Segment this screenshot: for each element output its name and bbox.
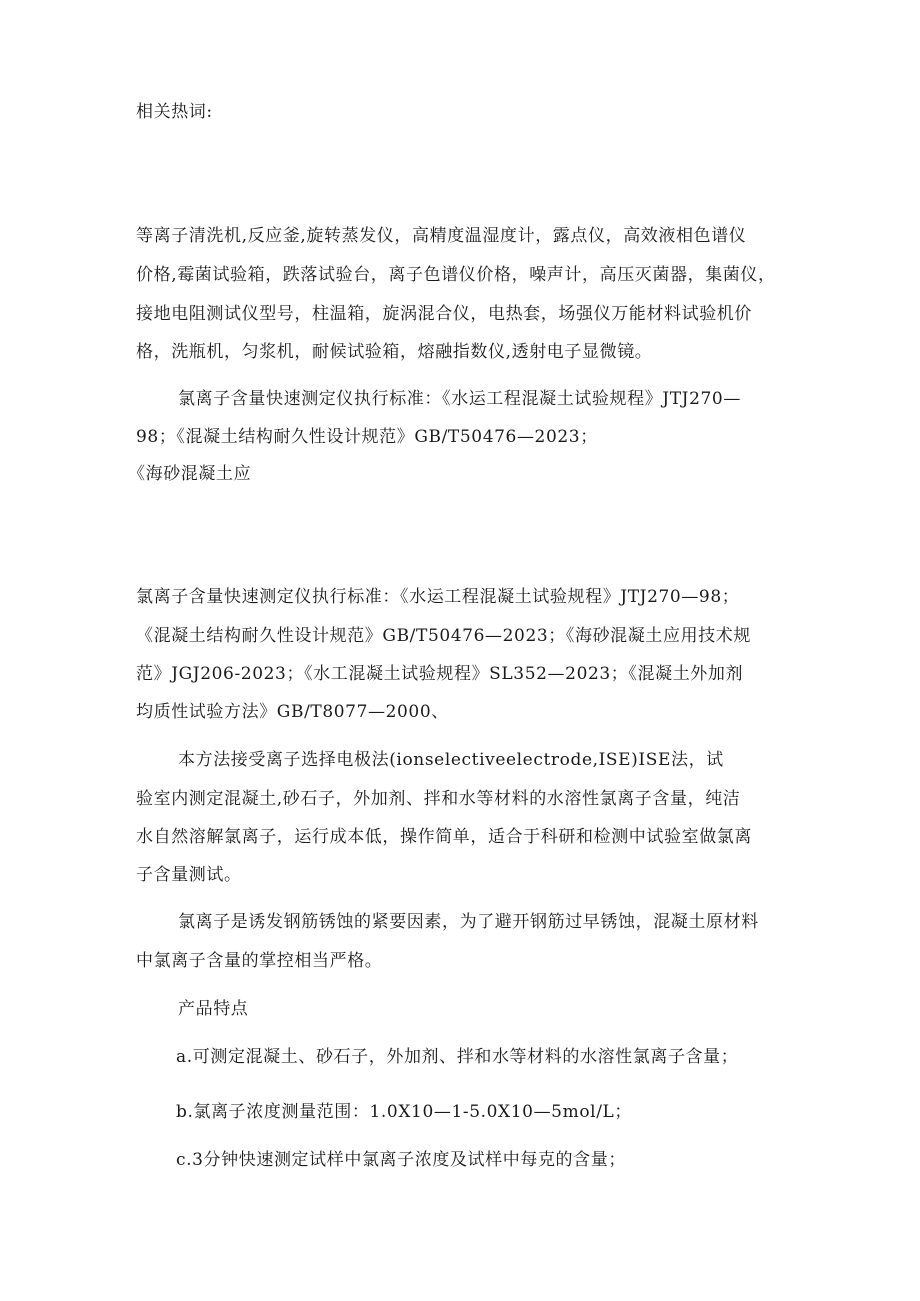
standard-short-line: 《海砂混凝土应 — [128, 464, 252, 484]
standard-full-line: 均质性试验方法》GB/T8077—2000、 — [136, 702, 449, 722]
feature-item: a.可测定混凝土、砂石子，外加剂、拌和水等材料的水溶性氯离子含量； — [176, 1047, 739, 1067]
keywords-line: 接地电阻测试仪型号，柱温箱，旋涡混合仪，电热套，场强仪万能材料试验机价 — [136, 304, 752, 324]
standard-full-line: 范》JGJ206-2023；《水工混凝土试验规程》SL352—2023；《混凝土外加剂 — [136, 664, 744, 684]
method-line: 验室内测定混凝土,砂石子，外加剂、拌和水等材料的水溶性氯离子含量，纯洁 — [136, 789, 741, 809]
hot-words-label: 相关热词: — [136, 102, 213, 122]
method-line: 子含量测试。 — [136, 865, 242, 885]
importance-line: 中氯离子含量的掌控相当严格。 — [136, 951, 383, 971]
standard-short-line: 98；《混凝土结构耐久性设计规范》GB/T50476—2023； — [136, 427, 598, 447]
method-line: 本方法接受离子选择电极法(ionselectiveelectrode,ISE)ISE法，试 — [178, 750, 724, 770]
features-heading: 产品特点 — [178, 999, 249, 1019]
method-line: 水自然溶解氯离子，运行成本低，操作简单，适合于科研和检测中试验室做氯离 — [136, 827, 752, 847]
keywords-line: 等离子清洗机,反应釜,旋转蒸发仪，高精度温湿度计，露点仪，高效液相色谱仪 — [136, 226, 747, 246]
importance-line: 氯离子是诱发钢筋锈蚀的紧要因素，为了避开钢筋过早锈蚀，混凝土原材料 — [178, 912, 759, 932]
keywords-line: 价格,霉菌试验箱，跌落试验台，离子色谱仪价格，噪声计，高压灭菌器，集菌仪， — [136, 265, 776, 285]
standard-short-line: 氯离子含量快速测定仪执行标准：《水运工程混凝土试验规程》JTJ270— — [178, 389, 741, 409]
feature-item: c.3分钟快速测定试样中氯离子浓度及试样中每克的含量； — [176, 1150, 626, 1170]
standard-full-line: 《混凝土结构耐久性设计规范》GB/T50476—2023；《海砂混凝土应用技术规 — [136, 626, 751, 646]
keywords-line: 格，洗瓶机，匀浆机，耐候试验箱，熔融指数仪,透射电子显微镜。 — [136, 342, 653, 362]
feature-item: b.氯离子浓度测量范围：1.0X10—1-5.0X10—5mol/L； — [176, 1102, 633, 1122]
standard-full-line: 氯离子含量快速测定仪执行标准：《水运工程混凝土试验规程》JTJ270—98； — [136, 587, 740, 607]
